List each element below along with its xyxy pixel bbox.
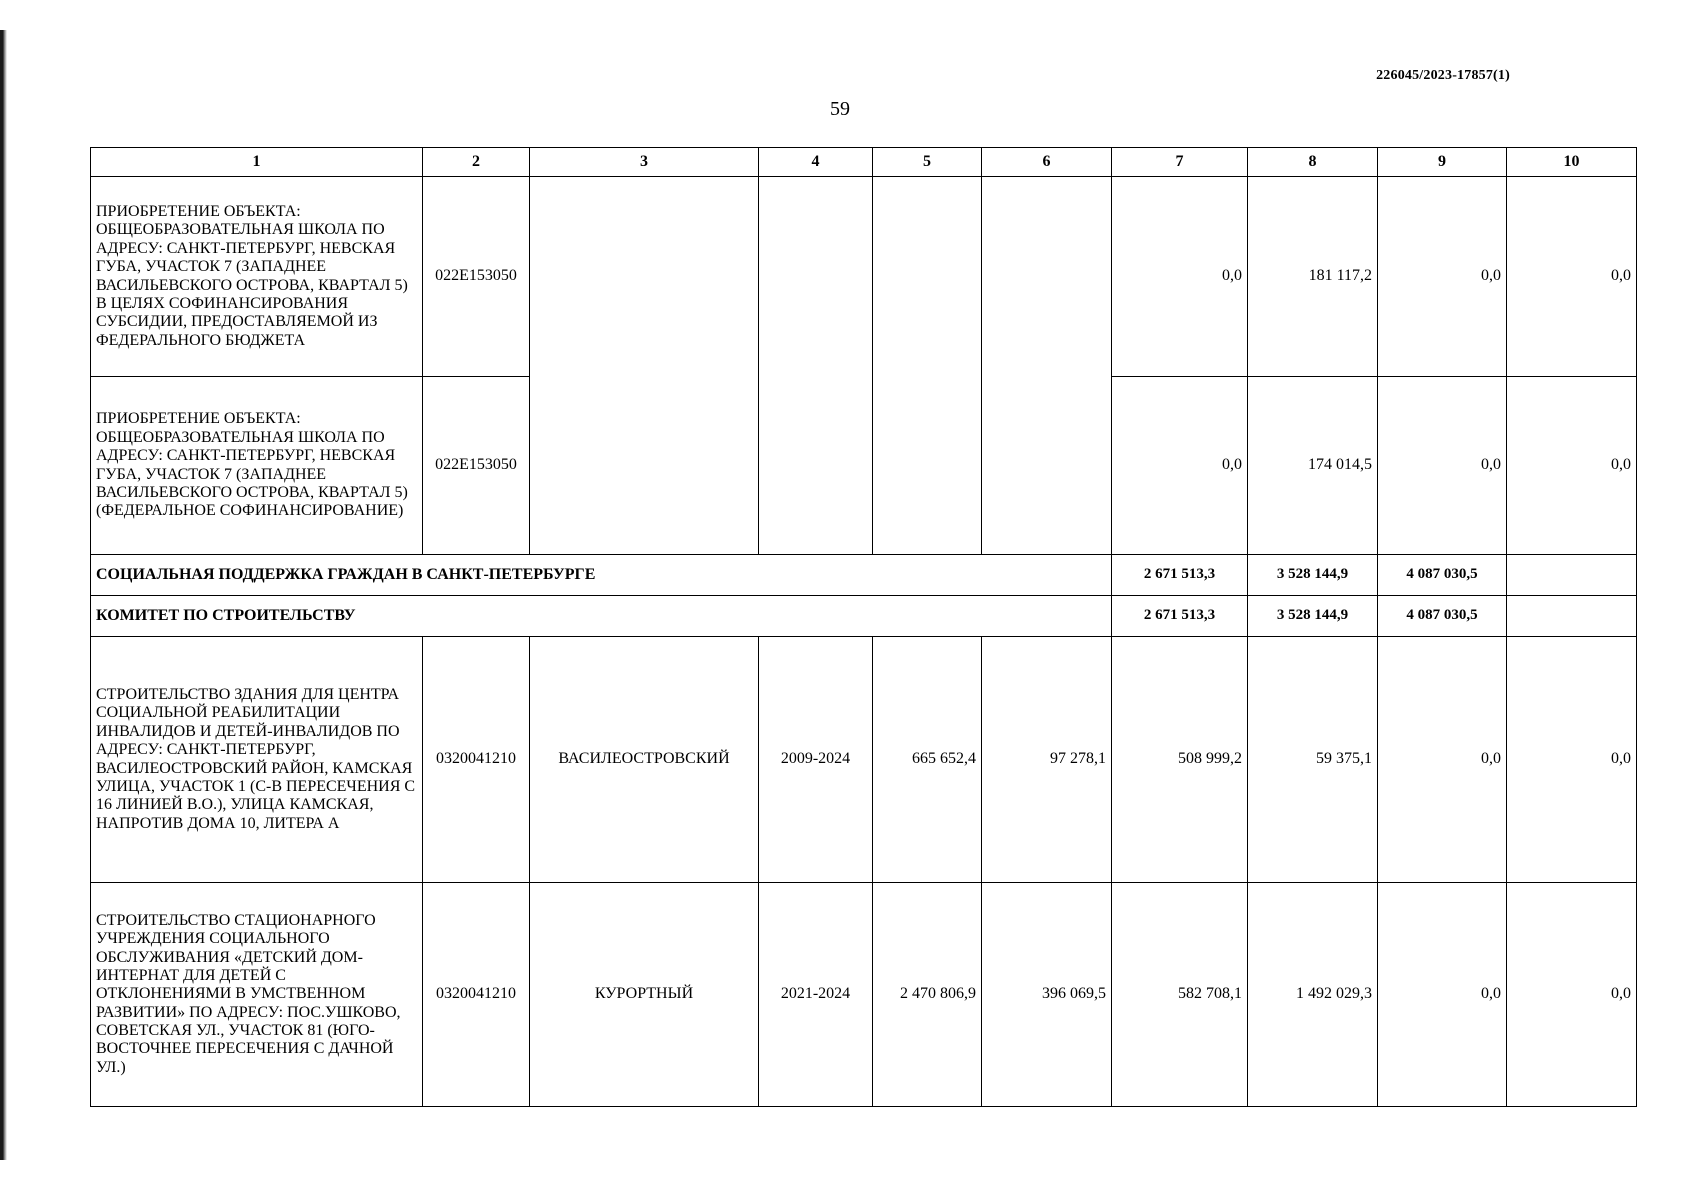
section-total-col-9: 4 087 030,5 — [1378, 596, 1507, 637]
section-title: СОЦИАЛЬНАЯ ПОДДЕРЖКА ГРАЖДАН В САНКТ-ПЕТЕРБУРГЕ — [91, 555, 1112, 596]
value-col-8: 1 492 029,3 — [1248, 883, 1378, 1107]
value-col-8: 181 117,2 — [1248, 177, 1378, 377]
value-col-9: 0,0 — [1378, 883, 1507, 1107]
section-row — [91, 555, 1637, 596]
empty-cell — [873, 177, 982, 555]
section-total-col-9: 4 087 030,5 — [1378, 555, 1507, 596]
value-col-6: 97 278,1 — [982, 637, 1112, 883]
object-name: ПРИОБРЕТЕНИЕ ОБЪЕКТА: ОБЩЕОБРАЗОВАТЕЛЬНАЯ ШКОЛА ПО АДРЕСУ: САНКТ-ПЕТЕРБУРГ, НЕВСКАЯ ГУБА, УЧАСТОК 7 (ЗАПАДНЕЕ ВАСИЛЬЕВСКОГО ОСТРОВА, КВАРТАЛ 5) (ФЕДЕРАЛЬНОЕ СОФИНАНСИРОВАНИЕ) — [91, 377, 423, 555]
value-col-9: 0,0 — [1378, 377, 1507, 555]
section-total-col-10 — [1507, 555, 1637, 596]
table-row — [91, 177, 1637, 377]
column-header-9: 9 — [1378, 148, 1507, 177]
column-header-5: 5 — [873, 148, 982, 177]
value-col-10: 0,0 — [1507, 377, 1637, 555]
document-id: 226045/2023-17857(1) — [1376, 68, 1510, 83]
period: 2021-2024 — [759, 883, 873, 1107]
value-col-6: 396 069,5 — [982, 883, 1112, 1107]
value-col-7: 0,0 — [1112, 377, 1248, 555]
value-col-7: 0,0 — [1112, 177, 1248, 377]
value-col-5: 665 652,4 — [873, 637, 982, 883]
value-col-10: 0,0 — [1507, 883, 1637, 1107]
column-header-2: 2 — [423, 148, 530, 177]
value-col-7: 582 708,1 — [1112, 883, 1248, 1107]
object-name: ПРИОБРЕТЕНИЕ ОБЪЕКТА: ОБЩЕОБРАЗОВАТЕЛЬНАЯ ШКОЛА ПО АДРЕСУ: САНКТ-ПЕТЕРБУРГ, НЕВСКАЯ ГУБА, УЧАСТОК 7 (ЗАПАДНЕЕ ВАСИЛЬЕВСКОГО ОСТРОВА, КВАРТАЛ 5) В ЦЕЛЯХ СОФИНАНСИРОВАНИЯ СУБСИДИИ, ПРЕДОСТАВЛЯЕМОЙ ИЗ ФЕДЕРАЛЬНОГО БЮДЖЕТА — [91, 177, 423, 377]
column-header-1: 1 — [91, 148, 423, 177]
target-code: 022E153050 — [423, 177, 530, 377]
page-number: 59 — [830, 98, 850, 120]
value-col-7: 508 999,2 — [1112, 637, 1248, 883]
value-col-8: 59 375,1 — [1248, 637, 1378, 883]
column-header-8: 8 — [1248, 148, 1378, 177]
column-header-6: 6 — [982, 148, 1112, 177]
target-code: 0320041210 — [423, 637, 530, 883]
budget-table — [90, 147, 1637, 1107]
section-row — [91, 596, 1637, 637]
value-col-9: 0,0 — [1378, 177, 1507, 377]
section-title: КОМИТЕТ ПО СТРОИТЕЛЬСТВУ — [91, 596, 1112, 637]
value-col-8: 174 014,5 — [1248, 377, 1378, 555]
column-header-10: 10 — [1507, 148, 1637, 177]
table-row — [91, 883, 1637, 1107]
object-name: СТРОИТЕЛЬСТВО СТАЦИОНАРНОГО УЧРЕЖДЕНИЯ СОЦИАЛЬНОГО ОБСЛУЖИВАНИЯ «ДЕТСКИЙ ДОМ-ИНТЕРНАТ ДЛЯ ДЕТЕЙ С ОТКЛОНЕНИЯМИ В УМСТВЕННОМ РАЗВИТИИ» ПО АДРЕСУ: ПОС.УШКОВО, СОВЕТСКАЯ УЛ., УЧАСТОК 81 (ЮГО-ВОСТОЧНЕЕ ПЕРЕСЕЧЕНИЯ С ДАЧНОЙ УЛ.) — [91, 883, 423, 1107]
section-total-col-8: 3 528 144,9 — [1248, 555, 1378, 596]
object-name: СТРОИТЕЛЬСТВО ЗДАНИЯ ДЛЯ ЦЕНТРА СОЦИАЛЬНОЙ РЕАБИЛИТАЦИИ ИНВАЛИДОВ И ДЕТЕЙ-ИНВАЛИДОВ ПО АДРЕСУ: САНКТ-ПЕТЕРБУРГ, ВАСИЛЕОСТРОВСКИЙ РАЙОН, КАМСКАЯ УЛИЦА, УЧАСТОК 1 (С-В ПЕРЕСЕЧЕНИЯ С 16 ЛИНИЕЙ В.О.), УЛИЦА КАМСКАЯ, НАПРОТИВ ДОМА 10, ЛИТЕРА А — [91, 637, 423, 883]
empty-cell — [530, 177, 759, 555]
section-total-col-7: 2 671 513,3 — [1112, 555, 1248, 596]
column-header-4: 4 — [759, 148, 873, 177]
value-col-10: 0,0 — [1507, 177, 1637, 377]
value-col-9: 0,0 — [1378, 637, 1507, 883]
section-total-col-7: 2 671 513,3 — [1112, 596, 1248, 637]
period: 2009-2024 — [759, 637, 873, 883]
target-code: 022E153050 — [423, 377, 530, 555]
section-total-col-10 — [1507, 596, 1637, 637]
column-header-3: 3 — [530, 148, 759, 177]
section-total-col-8: 3 528 144,9 — [1248, 596, 1378, 637]
target-code: 0320041210 — [423, 883, 530, 1107]
district: ВАСИЛЕОСТРОВСКИЙ — [530, 637, 759, 883]
value-col-5: 2 470 806,9 — [873, 883, 982, 1107]
district: КУРОРТНЫЙ — [530, 883, 759, 1107]
column-header-7: 7 — [1112, 148, 1248, 177]
scan-edge — [0, 30, 7, 1160]
header-row — [91, 148, 1637, 177]
empty-cell — [759, 177, 873, 555]
table-row — [91, 637, 1637, 883]
value-col-10: 0,0 — [1507, 637, 1637, 883]
empty-cell — [982, 177, 1112, 555]
